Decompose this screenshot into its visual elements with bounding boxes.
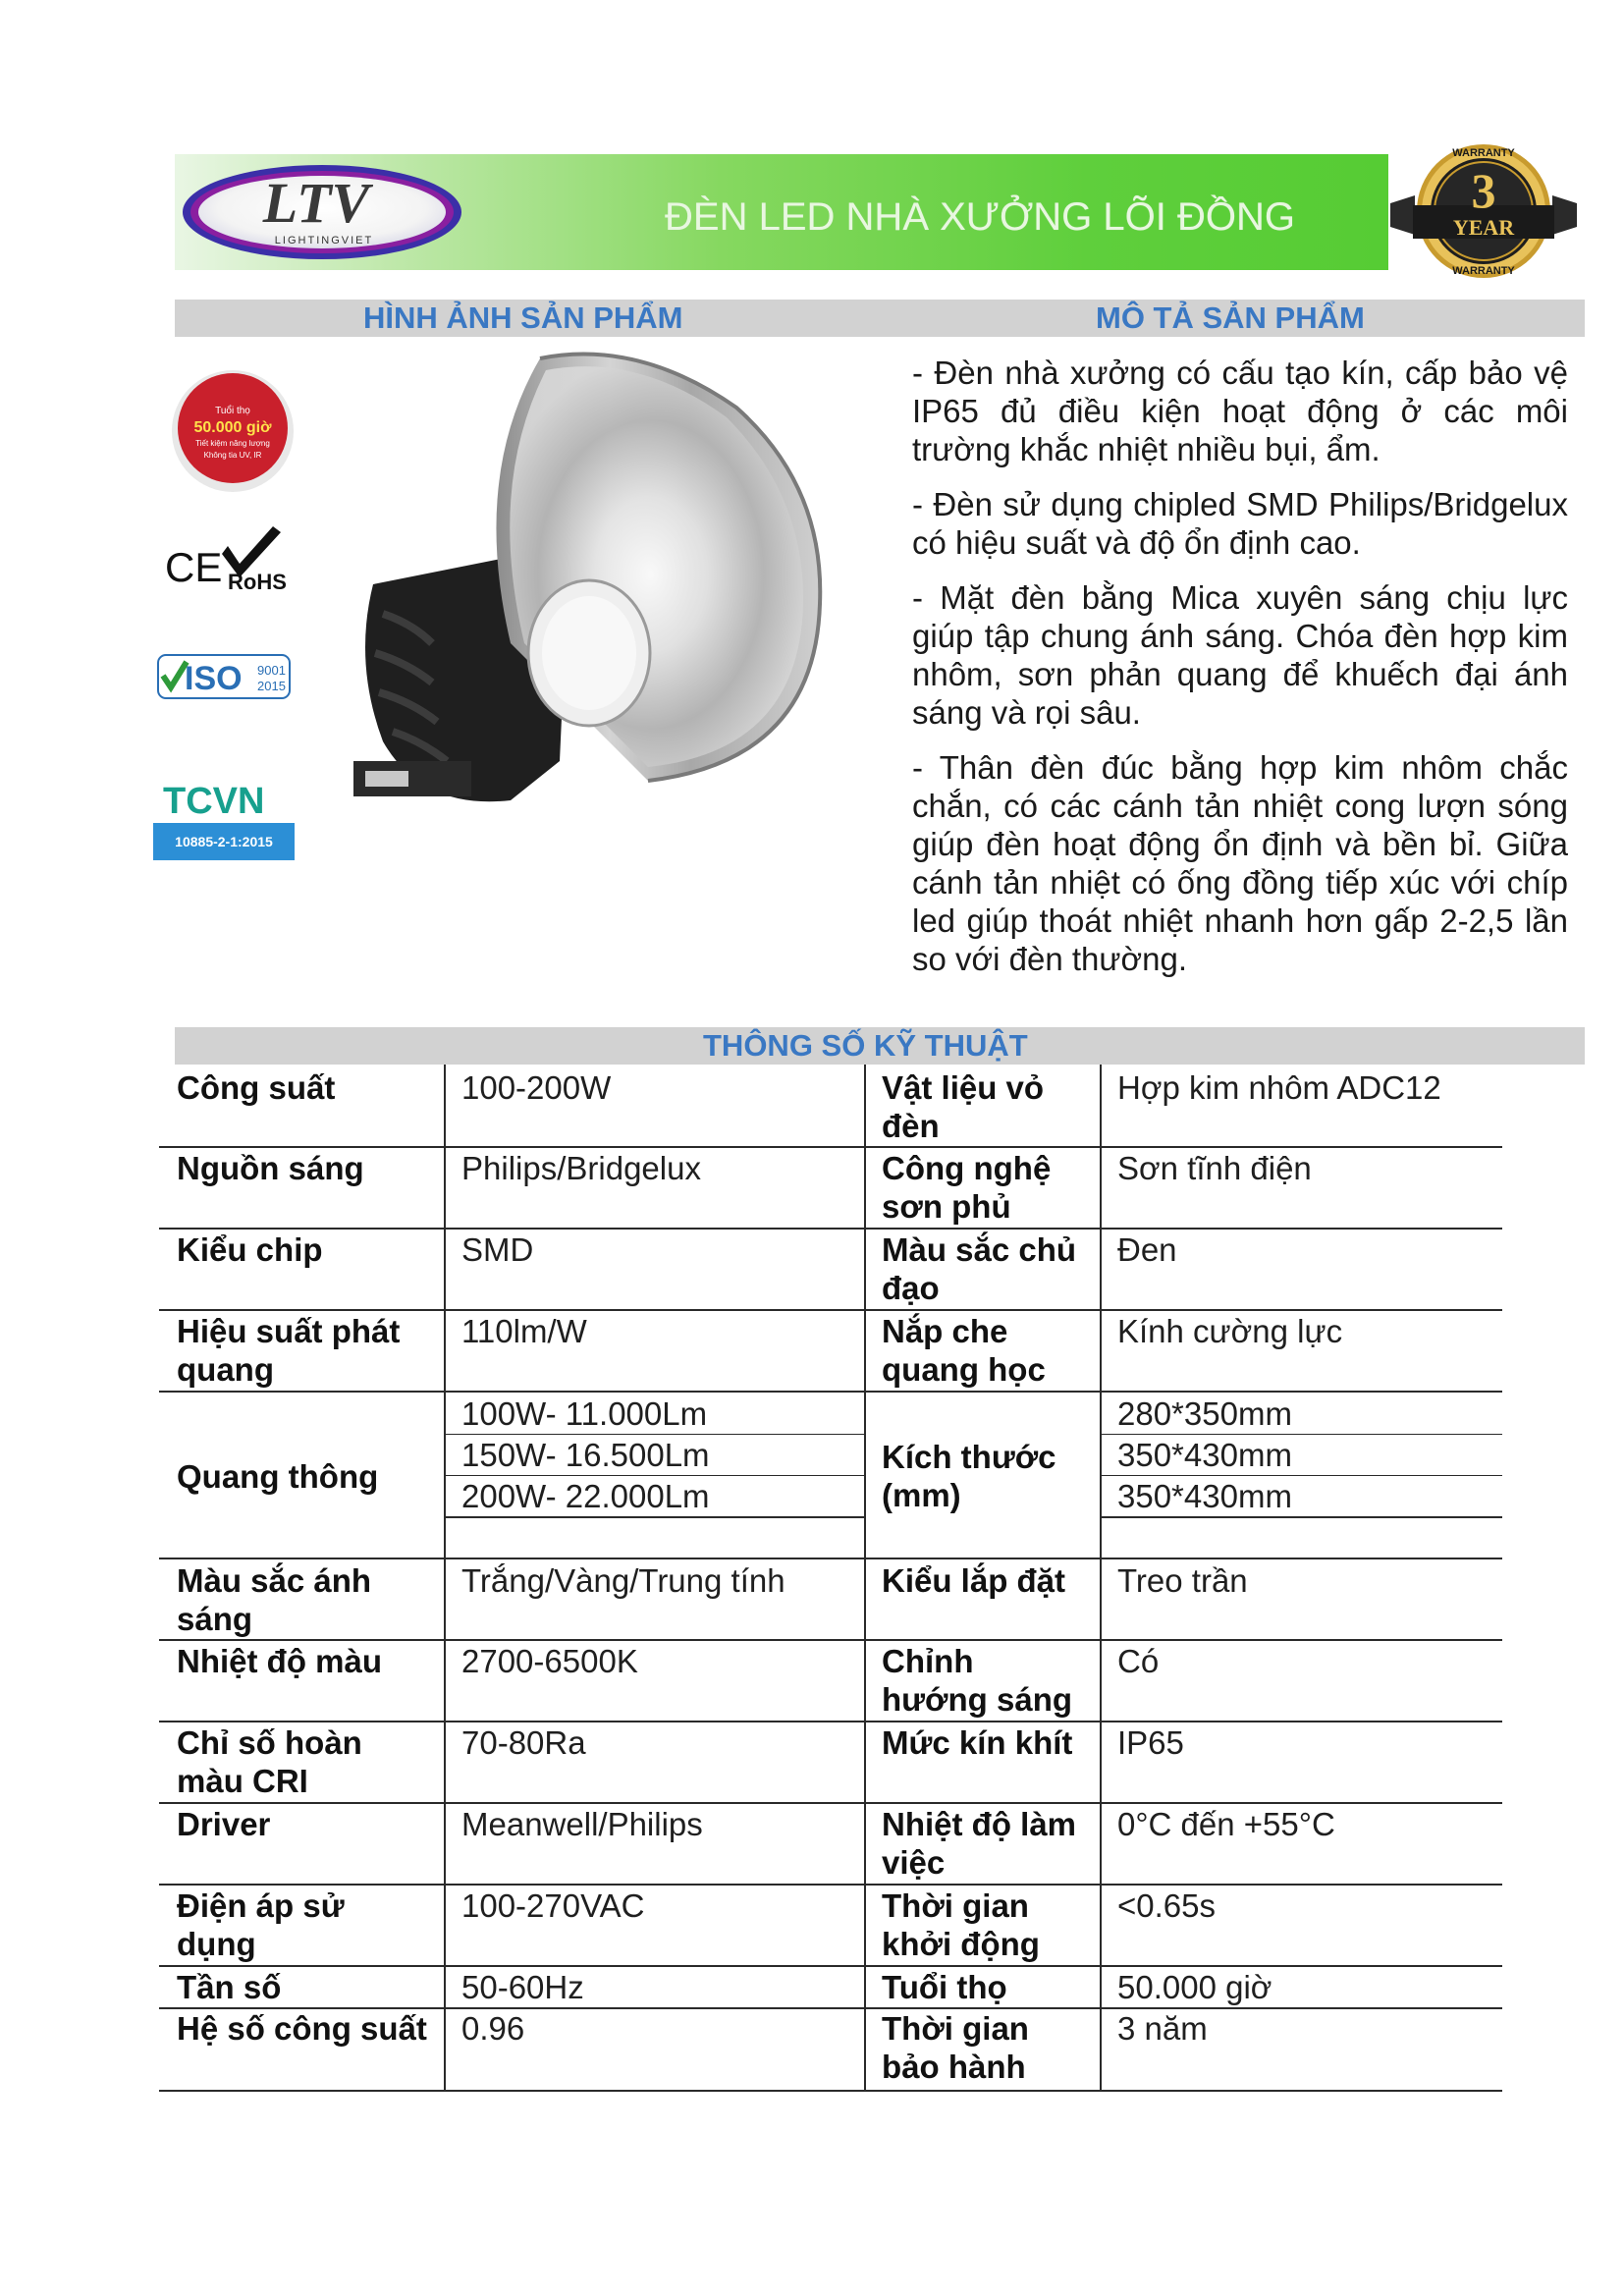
spec-label: Nguồn sáng: [177, 1150, 364, 1186]
svg-text:Tuổi thọ: Tuổi thọ: [215, 406, 250, 416]
spec-label: Kiểu lắp đặt: [882, 1562, 1066, 1599]
sub-separator: [1100, 1475, 1502, 1476]
desc-paragraph-2: - Đèn sử dụng chipled SMD Philips/Bridgelux có hiệu suất và độ ổn định cao.: [912, 486, 1568, 561]
spec-label: Chỉnh hướng sáng: [882, 1643, 1073, 1718]
spec-value: 350*430mm: [1117, 1478, 1292, 1514]
row-separator: [159, 1802, 1502, 1804]
tcvn-code-badge: 10885-2-1:2015: [153, 823, 295, 860]
spec-label: Công nghệ sơn phủ: [882, 1150, 1052, 1225]
spec-section-heading: THÔNG SỐ KỸ THUẬT: [703, 1028, 1028, 1063]
spec-label: Thời gian khởi động: [882, 1887, 1040, 1962]
spec-value: 350*430mm: [1117, 1437, 1292, 1473]
spec-value: <0.65s: [1117, 1887, 1216, 1924]
spec-label: Hệ số công suất: [177, 2010, 427, 2047]
spec-label: Tần số: [177, 1969, 282, 2005]
spec-value: 110lm/W: [461, 1313, 587, 1349]
spec-value: Sơn tĩnh điện: [1117, 1150, 1312, 1186]
warranty-badge-icon: [1388, 139, 1579, 283]
spec-value: 50-60Hz: [461, 1969, 584, 2005]
spec-label: Vật liệu vỏ đèn: [882, 1069, 1045, 1144]
row-separator: [159, 1309, 1502, 1311]
lifetime-50000h-icon: [169, 367, 297, 495]
spec-label: Điện áp sử dụng: [177, 1887, 345, 1962]
row-separator: [159, 1965, 1502, 1967]
row-separator: [159, 1391, 1502, 1393]
spec-value: 0.96: [461, 2010, 525, 2047]
ltv-logo: [179, 161, 465, 263]
spec-value: 70-80Ra: [461, 1724, 586, 1761]
spec-value: Hợp kim nhôm ADC12: [1117, 1069, 1441, 1106]
spec-value: Trắng/Vàng/Trung tính: [461, 1562, 785, 1599]
svg-text:Tiết kiệm năng lượng: Tiết kiệm năng lượng: [195, 439, 270, 448]
spec-label: Nhiệt độ làm việc: [882, 1806, 1077, 1881]
row-separator: [159, 1146, 1502, 1148]
spec-value: 150W- 16.500Lm: [461, 1437, 710, 1473]
spec-label: Kiểu chip: [177, 1231, 323, 1268]
image-section-heading: HÌNH ẢNH SẢN PHẨM: [363, 301, 683, 335]
svg-text:ISO: ISO: [185, 660, 243, 697]
product-description: [912, 354, 1568, 995]
spec-label: Driver: [177, 1806, 271, 1842]
spec-label: Quang thông: [177, 1458, 379, 1495]
spec-value: Treo trần: [1117, 1562, 1248, 1599]
iso-9001-icon: [157, 654, 291, 699]
spec-value: 280*350mm: [1117, 1395, 1292, 1432]
sub-separator: [444, 1475, 866, 1476]
spec-value: Có: [1117, 1643, 1160, 1679]
warranty-ring-bottom: WARRANTY: [1452, 265, 1515, 277]
spec-label: Thời gian bảo hành: [882, 2010, 1029, 2085]
warranty-number: 3: [1471, 163, 1496, 218]
sub-separator: [444, 1516, 866, 1518]
spec-label: Nhiệt độ màu: [177, 1643, 383, 1679]
spec-value: 100-200W: [461, 1069, 612, 1106]
sub-separator: [1100, 1516, 1502, 1518]
desc-section-heading: MÔ TẢ SẢN PHẨM: [1096, 301, 1365, 335]
desc-paragraph-3: - Mặt đèn bằng Mica xuyên sáng chịu lực giúp tập chung ánh sáng. Chóa đèn hợp kim nhôm, sơn phản quang để khuếch đại ánh sáng và rọi sâu.: [912, 579, 1568, 731]
spec-value: IP65: [1117, 1724, 1184, 1761]
table-divider-1: [444, 1065, 446, 2090]
page-title: ĐÈN LED NHÀ XƯỞNG LÕI ĐỒNG: [665, 195, 1295, 239]
svg-text:2015: 2015: [257, 679, 286, 693]
row-separator: [159, 1558, 1502, 1559]
warranty-ring-top: WARRANTY: [1452, 147, 1515, 159]
table-divider-2: [864, 1065, 866, 2090]
spec-label: Nắp che quang học: [882, 1313, 1046, 1388]
sub-separator: [1100, 1434, 1502, 1435]
spec-value: 100-270VAC: [461, 1887, 645, 1924]
spec-value: Kính cường lực: [1117, 1313, 1343, 1349]
warranty-unit: YEAR: [1452, 215, 1515, 240]
table-bottom-border: [159, 2090, 1502, 2092]
svg-text:50.000 giờ: 50.000 giờ: [193, 419, 272, 436]
spec-label: Hiệu suất phát quang: [177, 1313, 401, 1388]
spec-label: Màu sắc chủ đạo: [882, 1231, 1077, 1306]
spec-value: 0°C đến +55°C: [1117, 1806, 1335, 1842]
spec-label: Kích thước (mm): [882, 1439, 1056, 1513]
desc-paragraph-1: - Đèn nhà xưởng có cấu tạo kín, cấp bảo vệ IP65 đủ điều kiện hoạt động ở các môi trường khắc nhiệt nhiều bụi, ẩm.: [912, 355, 1568, 467]
spec-value: Meanwell/Philips: [461, 1806, 703, 1842]
svg-text:9001: 9001: [257, 663, 286, 678]
ce-rohs-icon: [163, 524, 295, 593]
logo-subtext: LIGHTINGVIET: [274, 235, 374, 246]
spec-value: Philips/Bridgelux: [461, 1150, 701, 1186]
spec-label: Tuổi thọ: [882, 1969, 1007, 2005]
spec-value: 200W- 22.000Lm: [461, 1478, 710, 1514]
spec-label: Công suất: [177, 1069, 336, 1106]
spec-label: Chỉ số hoàn màu CRI: [177, 1724, 362, 1799]
row-separator: [159, 1884, 1502, 1886]
logo-text: LTV: [262, 171, 370, 235]
spec-value: 100W- 11.000Lm: [461, 1395, 708, 1432]
spec-value: 2700-6500K: [461, 1643, 638, 1679]
spec-value: 50.000 giờ: [1117, 1969, 1272, 2005]
row-separator: [159, 1721, 1502, 1722]
spec-value: 3 năm: [1117, 2010, 1208, 2047]
svg-text:Không tia UV, IR: Không tia UV, IR: [203, 451, 262, 460]
spec-label: Mức kín khít: [882, 1724, 1073, 1761]
sub-separator: [444, 1434, 866, 1435]
row-separator: [159, 1639, 1502, 1641]
spec-value: SMD: [461, 1231, 534, 1268]
spec-value: Đen: [1117, 1231, 1177, 1268]
desc-paragraph-4: - Thân đèn đúc bằng hợp kim nhôm chắc chắn, có các cánh tản nhiệt cong lượn sóng giúp đèn hoạt động ổn định và bền bỉ. Giữa cánh tản nhiệt có ống đồng tiếp xúc với chíp led giúp thoát nhiệt nhanh hơn gấp 2-2,5 lần so với đèn thường.: [912, 749, 1568, 977]
spec-label: Màu sắc ánh sáng: [177, 1562, 372, 1637]
svg-text:CE: CE: [165, 544, 223, 590]
row-separator: [159, 1228, 1502, 1230]
table-divider-3: [1100, 1065, 1102, 2090]
svg-text:RoHS: RoHS: [228, 570, 287, 593]
product-image: [314, 349, 835, 830]
tcvn-label: TCVN: [163, 781, 265, 822]
